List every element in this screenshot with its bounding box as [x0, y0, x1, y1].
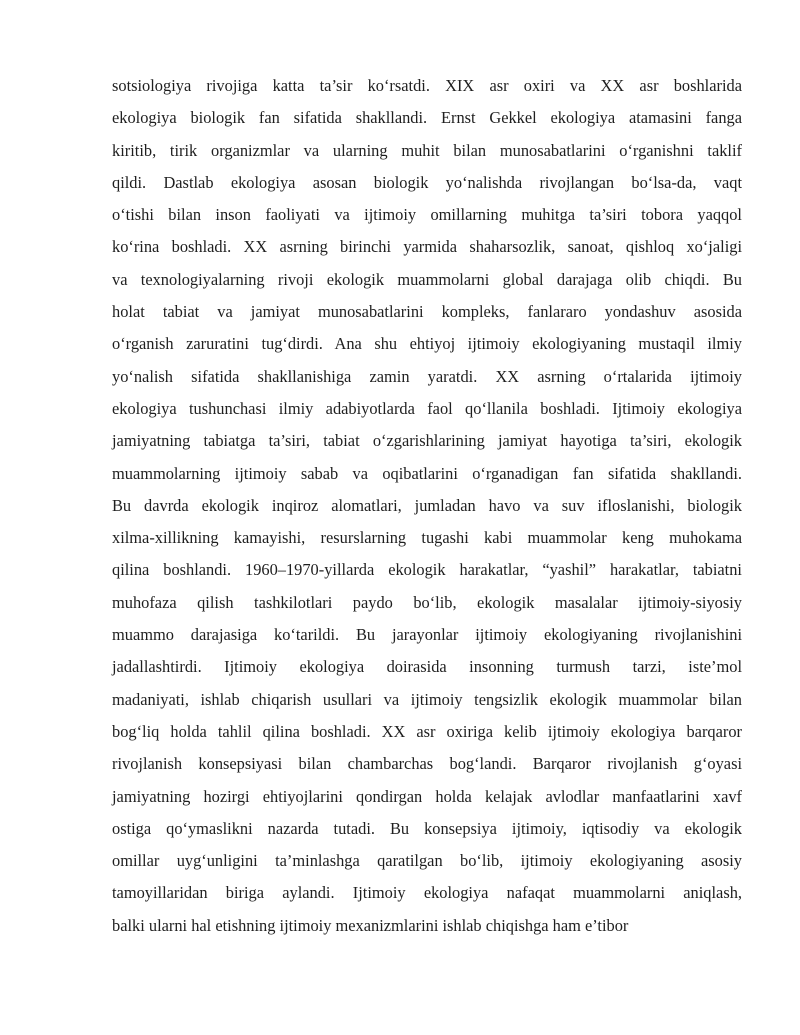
body-paragraph	[112, 70, 742, 942]
text-line: qildi. Dastlab ekologiya asosan biologik yo‘nalishda rivojlangan bo‘lsa-da, vaqt	[112, 172, 742, 192]
text-line: yo‘nalish sifatida shakllanishiga zamin yaratdi. XX asrning o‘rtalarida ijtimoiy	[112, 366, 742, 386]
text-line: muammo darajasiga ko‘tarildi. Bu jarayonlar ijtimoiy ekologiyaning rivojlanishini	[112, 625, 742, 645]
text-line: madaniyati, ishlab chiqarish usullari va ijtimoiy tengsizlik ekologik muammolar bilan	[112, 689, 742, 709]
text-line: ko‘rina boshladi. XX asrning birinchi yarmida shaharsozlik, sanoat, qishloq xo‘jaligi	[112, 237, 742, 257]
text-line: bog‘liq holda tahlil qilina boshladi. XX asr oxiriga kelib ijtimoiy ekologiya barqaror	[112, 721, 742, 741]
text-line: kiritib, tirik organizmlar va ularning muhit bilan munosabatlarini o‘rganishni taklif	[112, 140, 742, 160]
text-line: xilma-xillikning kamayishi, resurslarning tugashi kabi muammolar keng muhokama	[112, 528, 742, 548]
text-line: ekologiya tushunchasi ilmiy adabiyotlarda faol qo‘llanila boshladi. Ijtimoiy ekologiya	[112, 398, 742, 418]
text-line: ostiga qo‘ymaslikni nazarda tutadi. Bu konsepsiya ijtimoiy, iqtisodiy va ekologik	[112, 818, 742, 838]
text-line: balki ularni hal etishning ijtimoiy mexanizmlarini ishlab chiqishga ham e’tibor	[112, 915, 629, 935]
text-line: qilina boshlandi. 1960–1970-yillarda ekologik harakatlar, “yashil” harakatlar, tabiatni	[112, 560, 742, 580]
text-line: omillar uyg‘unligini ta’minlashga qaratilgan bo‘lib, ijtimoiy ekologiyaning asosiy	[112, 851, 742, 871]
text-line: tamoyillaridan biriga aylandi. Ijtimoiy ekologiya nafaqat muammolarni aniqlash,	[112, 883, 742, 903]
text-line: muhofaza qilish tashkilotlari paydo bo‘lib, ekologik masalalar ijtimoiy-siyosiy	[112, 592, 742, 612]
text-line: jamiyatning tabiatga ta’siri, tabiat o‘zgarishlarining jamiyat hayotiga ta’siri, ekologik	[112, 431, 742, 451]
text-line: o‘tishi bilan inson faoliyati va ijtimoiy omillarning muhitga ta’siri tobora yaqqol	[112, 205, 742, 225]
text-line: ekologiya biologik fan sifatida shakllandi. Ernst Gekkel ekologiya atamasini fanga	[112, 108, 742, 128]
text-line: Bu davrda ekologik inqiroz alomatlari, jumladan havo va suv ifloslanishi, biologik	[112, 495, 742, 515]
text-line: muammolarning ijtimoiy sabab va oqibatlarini o‘rganadigan fan sifatida shakllandi.	[112, 463, 742, 483]
text-line: o‘rganish zaruratini tug‘dirdi. Ana shu ehtiyoj ijtimoiy ekologiyaning mustaqil ilmiy	[112, 334, 742, 354]
text-line: rivojlanish konsepsiyasi bilan chambarchas bog‘landi. Barqaror rivojlanish g‘oyasi	[112, 754, 742, 774]
text-line: jamiyatning hozirgi ehtiyojlarini qondirgan holda kelajak avlodlar manfaatlarini xavf	[112, 786, 742, 806]
text-line: holat tabiat va jamiyat munosabatlarini kompleks, fanlararo yondashuv asosida	[112, 302, 742, 322]
text-line: jadallashtirdi. Ijtimoiy ekologiya doirasida insonning turmush tarzi, iste’mol	[112, 657, 742, 677]
text-line: va texnologiyalarning rivoji ekologik muammolarni global darajaga olib chiqdi. Bu	[112, 269, 742, 289]
text-line: sotsiologiya rivojiga katta ta’sir ko‘rsatdi. XIX asr oxiri va XX asr boshlarida	[112, 76, 742, 95]
